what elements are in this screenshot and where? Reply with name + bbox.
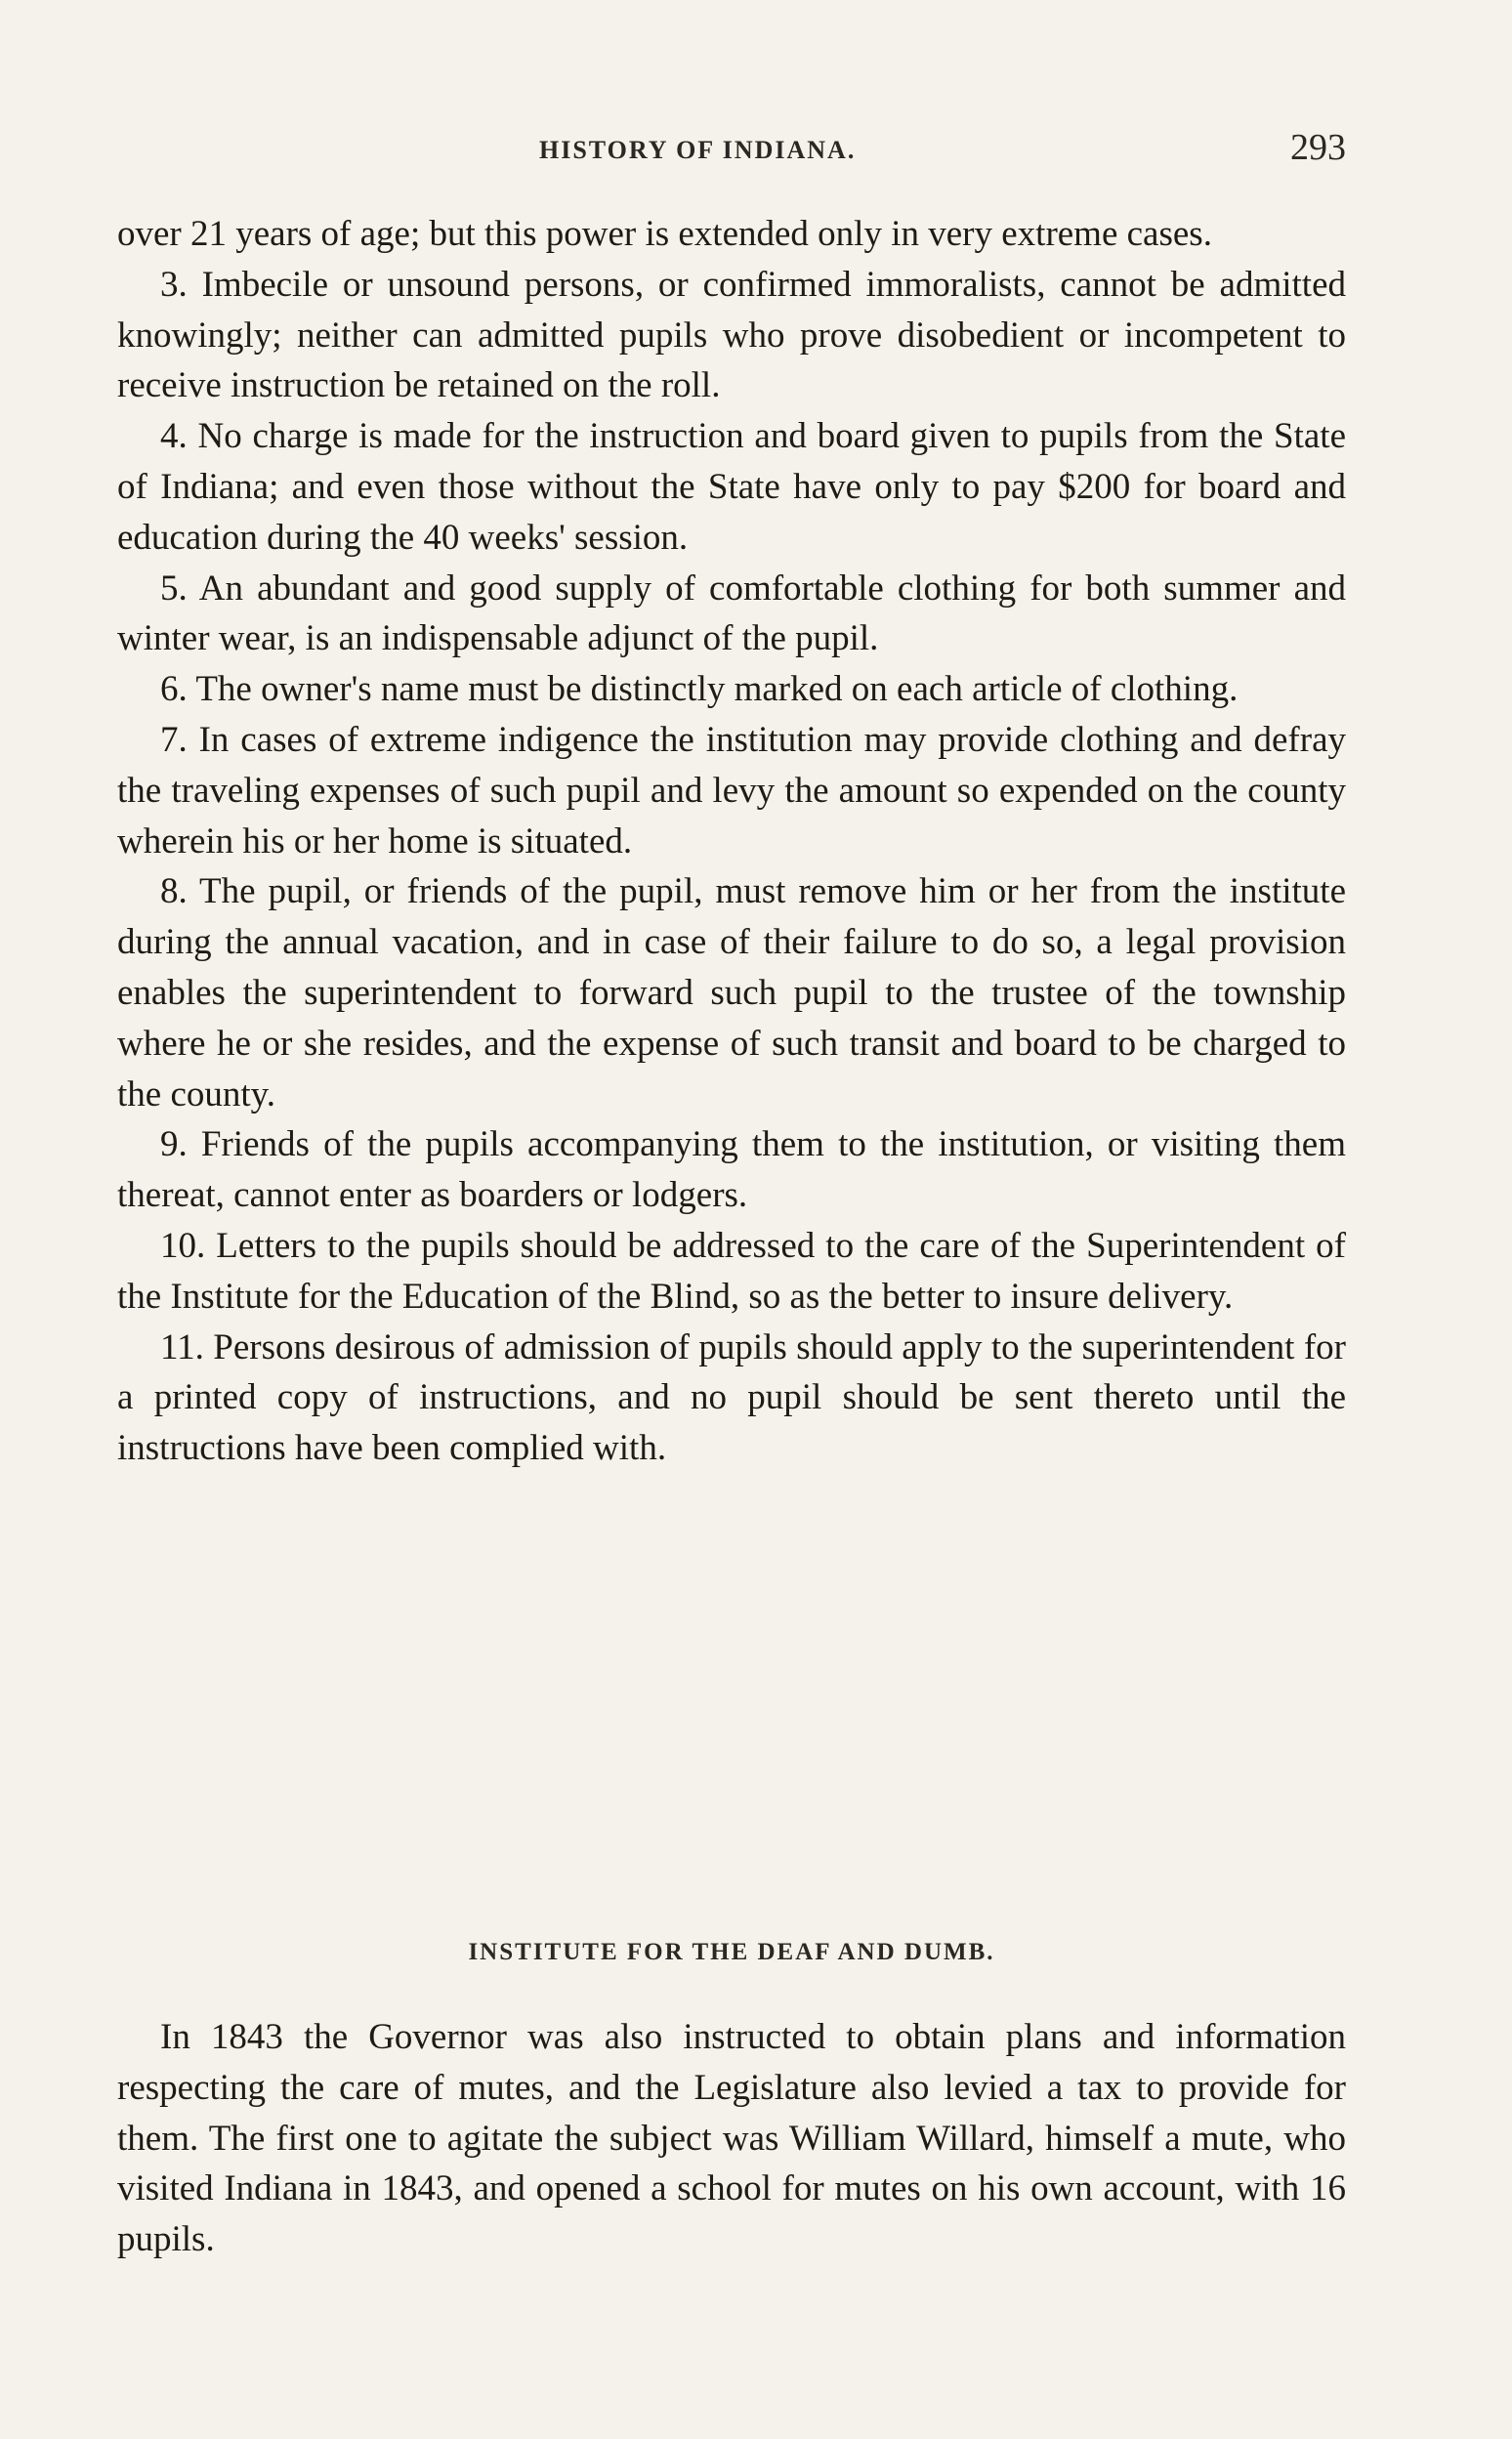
- rule-10-paragraph: 10. Letters to the pupils should be addressed to the care of the Superintendent of the Institute for the Education of the Blind, so as the better to insure delivery.: [117, 1225, 1346, 1317]
- section-paragraph: In 1843 the Governor was also instructed to obtain plans and information respecting the care of mutes, and the Legislature also levied a tax to provide for them. The first one to agitate the subject was William Willard, himself a mute, who visited Indiana in 1843, and opened a school for mutes on his own account, with 16 pupils.: [117, 2017, 1346, 2260]
- section-body: [117, 2012, 1346, 2265]
- rule-3-paragraph: 3. Imbecile or unsound persons, or confirmed immoralists, cannot be admitted knowingly; neither can admitted pupils who prove disobedient or incompetent to receive instruction be retained on the roll.: [117, 264, 1346, 406]
- rule-5-paragraph: 5. An abundant and good supply of comfortable clothing for both summer and winter wear, is an indispensable adjunct of the pupil.: [117, 568, 1346, 659]
- section-heading: INSTITUTE FOR THE DEAF AND DUMB.: [468, 1939, 995, 1965]
- paragraph-continued: over 21 years of age; but this power is extended only in very extreme cases.: [117, 214, 1212, 254]
- rule-11-paragraph: 11. Persons desirous of admission of pupils should apply to the superintendent for a printed copy of instructions, and no pupil should be sent thereto until the instructions have been complied with.: [117, 1326, 1346, 1469]
- rule-9-paragraph: 9. Friends of the pupils accompanying them to the institution, or visiting them thereat, cannot enter as boarders or lodgers.: [117, 1124, 1346, 1216]
- running-head-title: HISTORY OF INDIANA.: [539, 136, 857, 164]
- rule-4-paragraph: 4. No charge is made for the instruction and board given to pupils from the State of Indiana; and even those without the State have only to pay $200 for board and education during the 40 weeks' session.: [117, 416, 1346, 558]
- rule-8-paragraph: 8. The pupil, or friends of the pupil, must remove him or her from the institute during the annual vacation, and in case of their failure to do so, a legal provision enables the superintendent to forward such pupil to the trustee of the township where he or she resides, and the expense of such transit and board to be charged to the county.: [117, 871, 1346, 1114]
- rule-7-paragraph: 7. In cases of extreme indigence the institution may provide clothing and defray the traveling expenses of such pupil and levy the amount so expended on the county wherein his or her home is situated.: [117, 719, 1346, 862]
- body-text: [117, 209, 1346, 1474]
- rule-6-paragraph: 6. The owner's name must be distinctly marked on each article of clothing.: [160, 669, 1239, 710]
- page-number: 293: [1290, 127, 1346, 168]
- running-head: [117, 127, 1346, 175]
